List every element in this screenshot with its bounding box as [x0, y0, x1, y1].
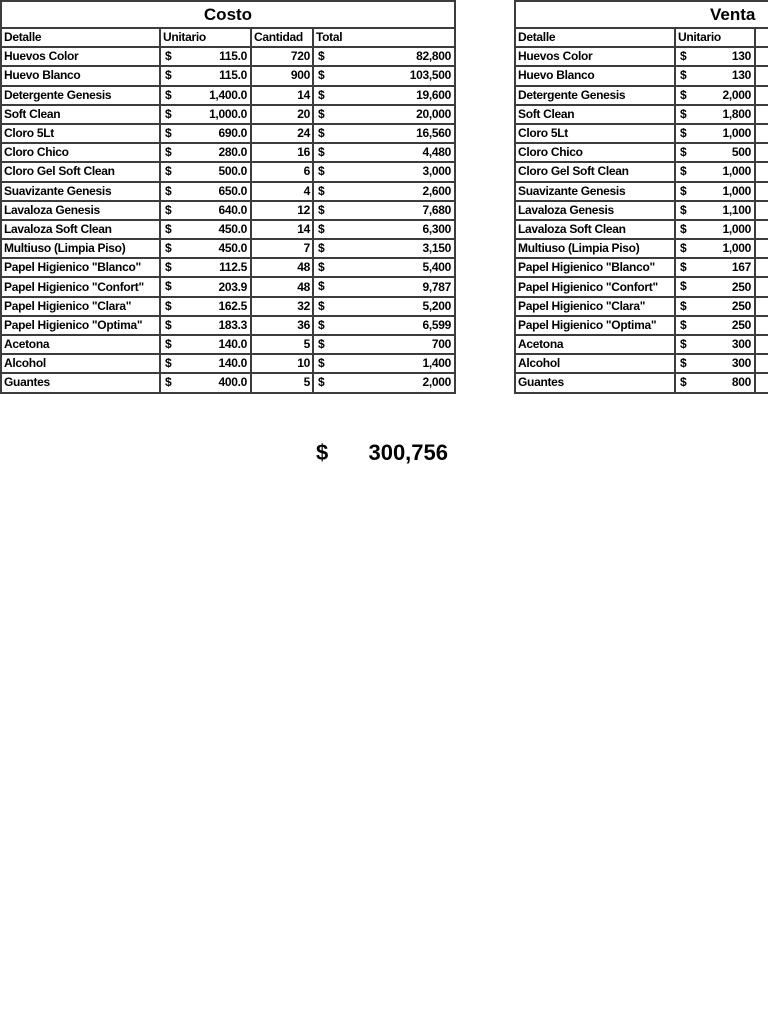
cell-cantidad: 36: [251, 316, 313, 335]
cell-cantidad: 10: [251, 354, 313, 373]
cell-total: [313, 354, 455, 373]
currency-symbol: $: [165, 337, 172, 351]
header-unitario: Unitario: [675, 28, 755, 47]
total-value: 19,600: [416, 87, 451, 102]
currency-symbol: $: [165, 202, 172, 217]
unitario-value: 450.0: [218, 221, 247, 236]
venta-header-row: [515, 28, 768, 47]
cell-detalle: Detergente Genesis: [1, 86, 160, 105]
unitario-value: 250: [731, 298, 751, 313]
table-row: [515, 162, 768, 181]
grand-total-value: 300,756: [368, 440, 448, 465]
cell-detalle: Lavaloza Genesis: [515, 201, 675, 220]
total-value: 1,400: [422, 356, 451, 371]
table-row: [1, 335, 455, 354]
currency-symbol: $: [165, 279, 172, 294]
currency-symbol: $: [680, 164, 687, 179]
currency-symbol: $: [318, 221, 325, 236]
costo-title-row: [1, 1, 455, 28]
total-value: 7,680: [422, 202, 451, 217]
cell-detalle: Papel Higienico "Clara": [515, 297, 675, 316]
cell-cantidad: 24: [251, 124, 313, 143]
table-row: [1, 297, 455, 316]
cell-detalle: Cloro Chico: [515, 143, 675, 162]
header-detalle: Detalle: [515, 28, 675, 47]
total-value: 20,000: [416, 106, 451, 121]
currency-symbol: $: [680, 337, 687, 351]
total-value: 2,000: [422, 375, 451, 390]
cell-unitario: [675, 182, 755, 201]
unitario-value: 800: [731, 375, 751, 390]
cell-extra: [755, 66, 768, 85]
total-value: 103,500: [409, 68, 451, 83]
unitario-value: 650.0: [218, 183, 247, 198]
cell-cantidad: 16: [251, 143, 313, 162]
unitario-value: 500.0: [218, 164, 247, 179]
cell-detalle: Suavizante Genesis: [1, 182, 160, 201]
table-row: [515, 124, 768, 143]
unitario-value: 1,100: [722, 202, 751, 217]
cell-unitario: [160, 220, 251, 239]
unitario-value: 162.5: [218, 298, 247, 313]
currency-symbol: $: [680, 202, 687, 217]
currency-symbol: $: [680, 241, 687, 256]
unitario-value: 203.9: [218, 279, 247, 294]
cell-cantidad: 6: [251, 162, 313, 181]
unitario-value: 1,000.0: [209, 106, 247, 121]
cell-detalle: Cloro 5Lt: [515, 124, 675, 143]
cell-unitario: [675, 258, 755, 277]
table-row: [515, 373, 768, 392]
currency-symbol: $: [318, 202, 325, 217]
header-detalle: Detalle: [1, 28, 160, 47]
cell-total: [313, 86, 455, 105]
cell-extra: [755, 162, 768, 181]
cell-total: [313, 47, 455, 66]
table-row: [515, 66, 768, 85]
total-value: 5,200: [422, 298, 451, 313]
cell-detalle: Suavizante Genesis: [515, 182, 675, 201]
currency-symbol: $: [165, 317, 172, 332]
cell-unitario: [160, 162, 251, 181]
currency-symbol: $: [165, 49, 172, 64]
total-value: 3,150: [422, 241, 451, 256]
cell-extra: [755, 143, 768, 162]
cell-detalle: Cloro Chico: [1, 143, 160, 162]
table-row: [1, 373, 455, 392]
cell-total: [313, 182, 455, 201]
costo-table: [0, 0, 456, 394]
cell-total: [313, 297, 455, 316]
cell-unitario: [160, 258, 251, 277]
currency-symbol: $: [680, 260, 687, 275]
cell-detalle: Lavaloza Soft Clean: [515, 220, 675, 239]
currency-symbol: $: [165, 260, 172, 275]
cell-cantidad: 32: [251, 297, 313, 316]
table-row: [1, 316, 455, 335]
currency-symbol: $: [680, 298, 687, 313]
unitario-value: 1,000: [722, 221, 751, 236]
currency-symbol: $: [680, 375, 687, 390]
cell-unitario: [160, 86, 251, 105]
costo-title: Costo: [1, 1, 455, 28]
cell-detalle: Guantes: [1, 373, 160, 392]
unitario-value: 1,000: [722, 241, 751, 256]
table-row: [1, 124, 455, 143]
cell-unitario: [675, 277, 755, 296]
cell-detalle: Cloro Gel Soft Clean: [515, 162, 675, 181]
cell-detalle: Lavaloza Genesis: [1, 201, 160, 220]
total-value: 700: [431, 337, 451, 352]
unitario-value: 1,000: [722, 164, 751, 179]
venta-table: [514, 0, 768, 394]
cell-unitario: [675, 373, 755, 392]
cell-detalle: Papel Higienico "Blanco": [1, 258, 160, 277]
cell-extra: [755, 354, 768, 373]
table-row: [1, 201, 455, 220]
currency-symbol: $: [318, 279, 325, 294]
grand-total-currency: $: [316, 440, 329, 465]
cell-detalle: Huevo Blanco: [515, 66, 675, 85]
cell-cantidad: 48: [251, 277, 313, 296]
table-row: [1, 143, 455, 162]
unitario-value: 400.0: [218, 375, 247, 390]
unitario-value: 1,000: [722, 126, 751, 141]
cell-unitario: [675, 105, 755, 124]
table-row: [1, 162, 455, 181]
currency-symbol: $: [680, 183, 687, 198]
venta-title: Venta: [515, 1, 768, 28]
currency-symbol: $: [165, 375, 172, 390]
table-row: [1, 239, 455, 258]
currency-symbol: $: [165, 87, 172, 102]
cell-detalle: Detergente Genesis: [515, 86, 675, 105]
cell-cantidad: 5: [251, 335, 313, 354]
currency-symbol: $: [318, 145, 325, 160]
currency-symbol: $: [318, 87, 325, 102]
costo-header-row: [1, 28, 455, 47]
currency-symbol: $: [680, 87, 687, 102]
currency-symbol: $: [318, 106, 325, 121]
cell-extra: [755, 86, 768, 105]
cell-unitario: [675, 354, 755, 373]
cell-unitario: [160, 182, 251, 201]
cell-detalle: Cloro Gel Soft Clean: [1, 162, 160, 181]
currency-symbol: $: [318, 125, 325, 140]
unitario-value: 115.0: [219, 49, 247, 64]
table-row: [1, 182, 455, 201]
table-row: [1, 220, 455, 239]
cell-extra: [755, 335, 768, 354]
cell-total: [313, 143, 455, 162]
cell-detalle: Papel Higienico "Confort": [515, 277, 675, 296]
currency-symbol: $: [318, 298, 325, 313]
cell-extra: [755, 373, 768, 392]
unitario-value: 250: [731, 279, 751, 294]
cell-unitario: [160, 354, 251, 373]
unitario-value: 450.0: [218, 241, 247, 256]
cell-cantidad: 14: [251, 86, 313, 105]
cell-unitario: [675, 316, 755, 335]
table-row: [515, 105, 768, 124]
currency-symbol: $: [165, 241, 172, 256]
cell-unitario: [675, 335, 755, 354]
unitario-value: 500: [731, 145, 751, 160]
cell-total: [313, 239, 455, 258]
cell-detalle: Multiuso (Limpia Piso): [1, 239, 160, 258]
cell-detalle: Soft Clean: [1, 105, 160, 124]
currency-symbol: $: [165, 125, 172, 140]
cell-cantidad: 7: [251, 239, 313, 258]
cell-detalle: Lavaloza Soft Clean: [1, 220, 160, 239]
header-extra: [755, 28, 768, 47]
header-cantidad: Cantidad: [251, 28, 313, 47]
currency-symbol: $: [165, 164, 172, 179]
currency-symbol: $: [318, 164, 325, 179]
unitario-value: 280.0: [218, 145, 247, 160]
cell-unitario: [160, 201, 251, 220]
cell-unitario: [160, 105, 251, 124]
header-unitario: Unitario: [160, 28, 251, 47]
cell-detalle: Huevos Color: [1, 47, 160, 66]
table-row: [515, 316, 768, 335]
cell-unitario: [160, 47, 251, 66]
cell-unitario: [160, 277, 251, 296]
grand-total: [316, 440, 448, 466]
cell-detalle: Alcohol: [515, 354, 675, 373]
currency-symbol: $: [680, 68, 687, 83]
cell-detalle: Acetona: [1, 335, 160, 354]
cell-cantidad: 48: [251, 258, 313, 277]
currency-symbol: $: [680, 106, 687, 121]
cell-detalle: Acetona: [515, 335, 675, 354]
currency-symbol: $: [318, 241, 325, 256]
unitario-value: 130: [731, 68, 751, 83]
table-row: [515, 277, 768, 296]
currency-symbol: $: [165, 106, 172, 121]
table-row: [515, 354, 768, 373]
cell-extra: [755, 277, 768, 296]
unitario-value: 300: [731, 337, 751, 352]
total-value: 2,600: [422, 183, 451, 198]
cell-detalle: Papel Higienico "Blanco": [515, 258, 675, 277]
unitario-value: 140.0: [218, 337, 247, 352]
currency-symbol: $: [318, 356, 325, 371]
cell-extra: [755, 239, 768, 258]
cell-detalle: Soft Clean: [515, 105, 675, 124]
cell-extra: [755, 47, 768, 66]
currency-symbol: $: [165, 183, 172, 198]
cell-detalle: Cloro 5Lt: [1, 124, 160, 143]
cell-unitario: [675, 297, 755, 316]
cell-detalle: Huevos Color: [515, 47, 675, 66]
table-row: [515, 335, 768, 354]
table-row: [1, 66, 455, 85]
cell-unitario: [675, 239, 755, 258]
unitario-value: 140.0: [218, 356, 247, 371]
total-value: 82,800: [416, 49, 451, 64]
cell-cantidad: 5: [251, 373, 313, 392]
cell-unitario: [160, 373, 251, 392]
currency-symbol: $: [165, 356, 172, 371]
cell-total: [313, 220, 455, 239]
cell-detalle: Multiuso (Limpia Piso): [515, 239, 675, 258]
total-value: 3,000: [422, 164, 451, 179]
cell-unitario: [675, 220, 755, 239]
table-row: [1, 354, 455, 373]
currency-symbol: $: [318, 68, 325, 83]
currency-symbol: $: [165, 145, 172, 160]
cell-detalle: Papel Higienico "Optima": [515, 316, 675, 335]
unitario-value: 640.0: [218, 202, 247, 217]
cell-unitario: [675, 162, 755, 181]
table-row: [1, 47, 455, 66]
cell-total: [313, 316, 455, 335]
currency-symbol: $: [318, 183, 325, 198]
cell-total: [313, 105, 455, 124]
table-row: [515, 297, 768, 316]
table-row: [515, 182, 768, 201]
currency-symbol: $: [680, 125, 687, 140]
cell-detalle: Papel Higienico "Optima": [1, 316, 160, 335]
cell-total: [313, 66, 455, 85]
currency-symbol: $: [680, 145, 687, 160]
total-value: 9,787: [422, 279, 451, 294]
cell-total: [313, 124, 455, 143]
unitario-value: 2,000: [722, 87, 751, 102]
unitario-value: 1,000: [722, 183, 751, 198]
cell-detalle: Guantes: [515, 373, 675, 392]
currency-symbol: $: [680, 49, 687, 64]
cell-unitario: [675, 47, 755, 66]
table-row: [515, 258, 768, 277]
costo-sheet: [0, 0, 456, 394]
cell-detalle: Huevo Blanco: [1, 66, 160, 85]
currency-symbol: $: [318, 337, 325, 351]
cell-cantidad: 14: [251, 220, 313, 239]
table-row: [1, 258, 455, 277]
table-row: [1, 86, 455, 105]
cell-cantidad: 20: [251, 105, 313, 124]
cell-extra: [755, 105, 768, 124]
total-value: 6,599: [422, 317, 451, 332]
currency-symbol: $: [165, 221, 172, 236]
unitario-value: 130: [731, 49, 751, 64]
cell-detalle: Papel Higienico "Clara": [1, 297, 160, 316]
currency-symbol: $: [165, 298, 172, 313]
cell-extra: [755, 297, 768, 316]
cell-unitario: [160, 143, 251, 162]
venta-title-row: [515, 1, 768, 28]
cell-extra: [755, 124, 768, 143]
currency-symbol: $: [680, 356, 687, 371]
unitario-value: 115.0: [219, 68, 247, 83]
cell-unitario: [160, 335, 251, 354]
cell-total: [313, 162, 455, 181]
table-row: [515, 143, 768, 162]
table-row: [515, 86, 768, 105]
cell-total: [313, 335, 455, 354]
unitario-value: 1,800: [722, 106, 751, 121]
venta-sheet: [514, 0, 768, 394]
currency-symbol: $: [318, 317, 325, 332]
cell-extra: [755, 201, 768, 220]
unitario-value: 183.3: [218, 317, 247, 332]
cell-total: [313, 373, 455, 392]
currency-symbol: $: [318, 49, 325, 64]
cell-total: [313, 277, 455, 296]
cell-cantidad: 900: [251, 66, 313, 85]
cell-unitario: [675, 143, 755, 162]
unitario-value: 250: [731, 317, 751, 332]
cell-cantidad: 720: [251, 47, 313, 66]
header-total: Total: [313, 28, 455, 47]
cell-total: [313, 258, 455, 277]
currency-symbol: $: [680, 221, 687, 236]
cell-unitario: [675, 86, 755, 105]
cell-unitario: [675, 201, 755, 220]
cell-total: [313, 201, 455, 220]
cell-unitario: [160, 297, 251, 316]
cell-unitario: [160, 239, 251, 258]
unitario-value: 112.5: [219, 260, 247, 275]
currency-symbol: $: [680, 279, 687, 294]
unitario-value: 1,400.0: [209, 87, 247, 102]
total-value: 16,560: [416, 126, 451, 141]
cell-extra: [755, 316, 768, 335]
table-row: [1, 105, 455, 124]
total-value: 6,300: [422, 221, 451, 236]
cell-cantidad: 12: [251, 201, 313, 220]
unitario-value: 690.0: [218, 126, 247, 141]
cell-cantidad: 4: [251, 182, 313, 201]
total-value: 4,480: [422, 145, 451, 160]
table-row: [515, 220, 768, 239]
unitario-value: 300: [731, 356, 751, 371]
total-value: 5,400: [422, 260, 451, 275]
cell-extra: [755, 258, 768, 277]
cell-detalle: Alcohol: [1, 354, 160, 373]
currency-symbol: $: [318, 375, 325, 390]
cell-unitario: [675, 124, 755, 143]
cell-unitario: [160, 124, 251, 143]
table-row: [515, 201, 768, 220]
cell-extra: [755, 220, 768, 239]
unitario-value: 167: [731, 260, 751, 275]
currency-symbol: $: [318, 260, 325, 275]
cell-unitario: [160, 316, 251, 335]
cell-unitario: [160, 66, 251, 85]
currency-symbol: $: [165, 68, 172, 83]
currency-symbol: $: [680, 317, 687, 332]
table-row: [1, 277, 455, 296]
table-row: [515, 47, 768, 66]
cell-detalle: Papel Higienico "Confort": [1, 277, 160, 296]
cell-unitario: [675, 66, 755, 85]
table-row: [515, 239, 768, 258]
cell-extra: [755, 182, 768, 201]
